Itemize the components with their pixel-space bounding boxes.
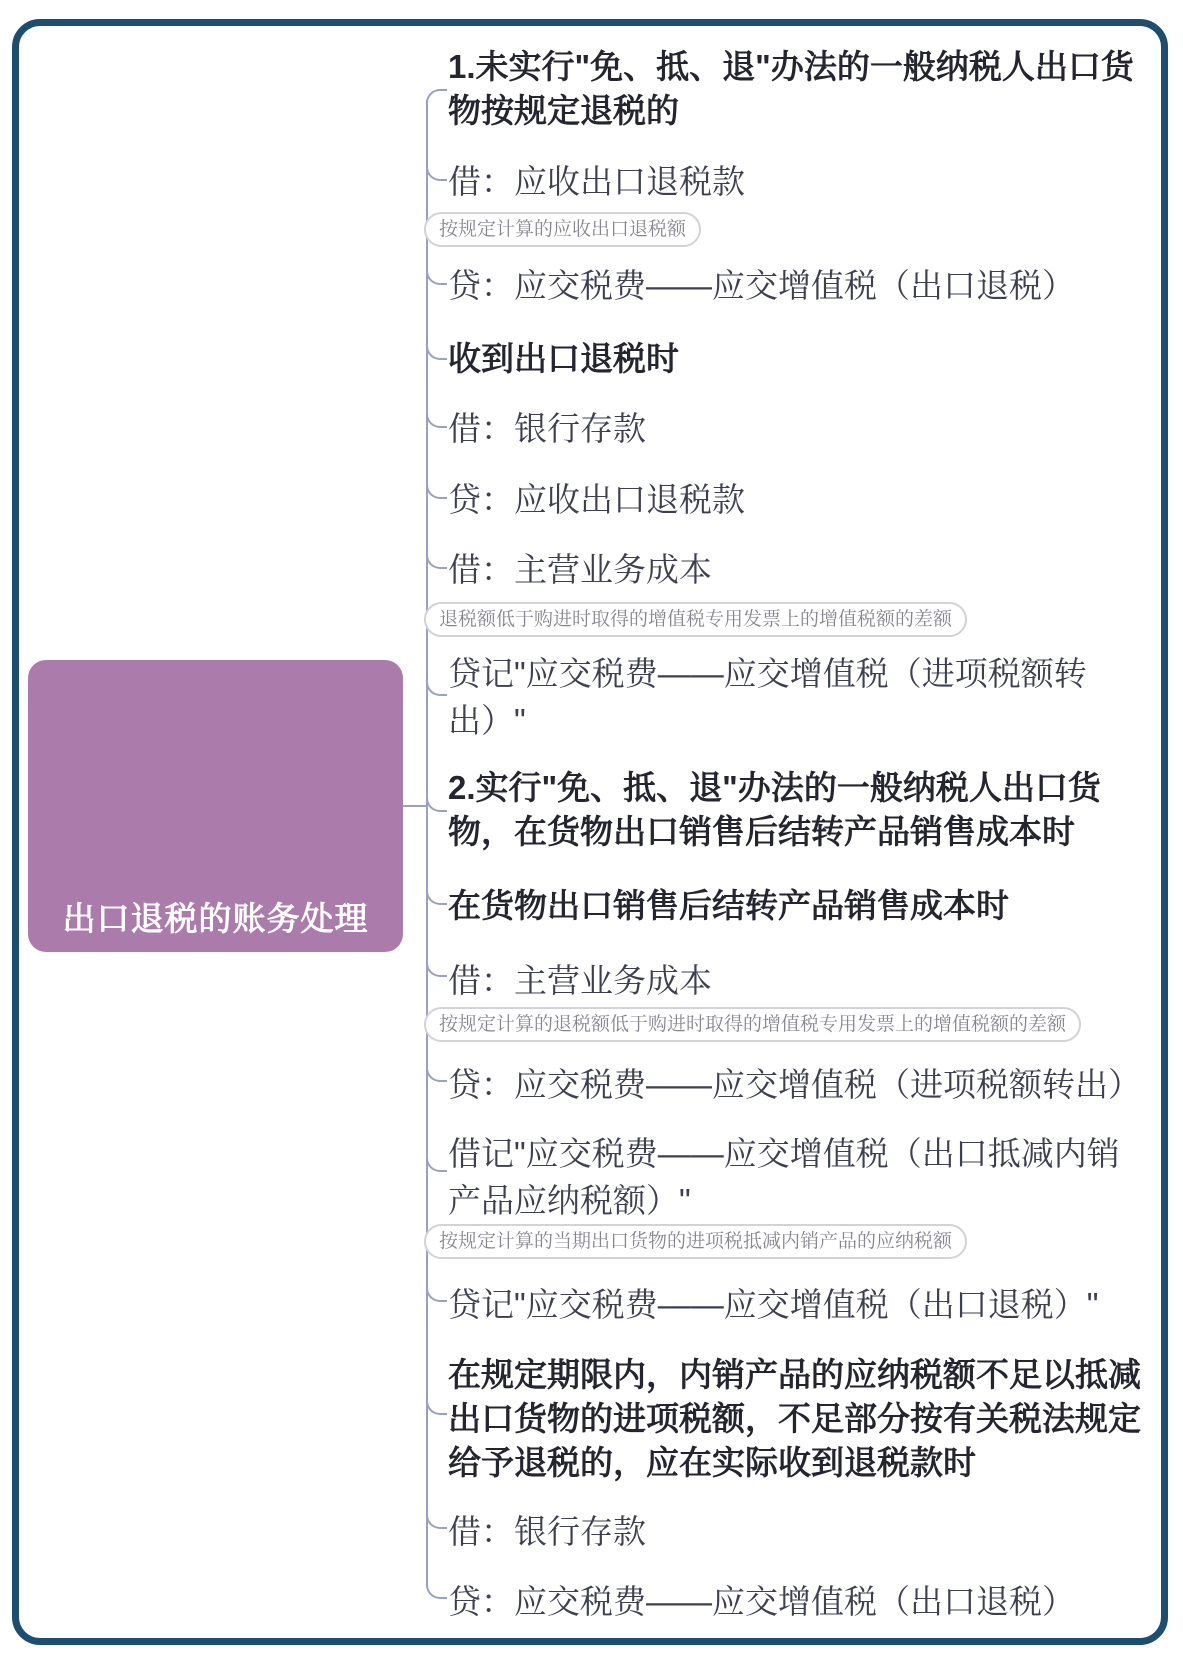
branch-curve bbox=[426, 1505, 447, 1529]
mindmap-node-title[interactable]: 1.未实行"免、抵、退"办法的一般纳税人出口货 物按规定退税的 bbox=[448, 48, 1134, 129]
mindmap-node-entry[interactable]: 借：主营业务成本 bbox=[448, 962, 712, 999]
branch-curve bbox=[426, 953, 447, 977]
mindmap-node-title[interactable]: 在规定期限内，内销产品的应纳税额不足以抵减 出口货物的进项税额，不足部分按有关税法规定 给予退税的，应在实际收到退税款时 bbox=[448, 1356, 1141, 1481]
mindmap-node-entry[interactable]: 贷：应交税费——应交增值税（进项税额转出） bbox=[448, 1066, 1141, 1103]
branch-curve bbox=[426, 545, 447, 569]
mindmap-node-title[interactable]: 2.实行"免、抵、退"办法的一般纳税人出口货 物，在货物出口销售后结转产品销售成本时 bbox=[448, 769, 1101, 850]
branch-curve bbox=[426, 1575, 447, 1599]
branch-spine-line bbox=[426, 100, 428, 1578]
note-pill[interactable]: 按规定计算的当期出口货物的进项税抵减内销产品的应纳税额 bbox=[424, 1224, 967, 1259]
mindmap-node-entry[interactable]: 借：银行存款 bbox=[448, 410, 646, 447]
branch-curve bbox=[426, 404, 447, 428]
mindmap-node-entry[interactable]: 借：主营业务成本 bbox=[448, 551, 712, 588]
mindmap-node-entry[interactable]: 贷记"应交税费——应交增值税（进项税额转 出）" bbox=[448, 655, 1087, 739]
note-pill[interactable]: 退税额低于购进时取得的增值税专用发票上的增值税额的差额 bbox=[424, 602, 967, 637]
note-pill[interactable]: 按规定计算的退税额低于购进时取得的增值税专用发票上的增值税额的差额 bbox=[424, 1007, 1081, 1042]
mindmap-node-entry[interactable]: 借：银行存款 bbox=[448, 1513, 646, 1550]
branch-curve bbox=[426, 336, 447, 360]
branch-curve bbox=[426, 788, 447, 812]
mindmap-node-entry[interactable]: 贷：应交税费——应交增值税（出口退税） bbox=[448, 267, 1075, 304]
branch-curve bbox=[426, 89, 447, 113]
note-pill[interactable]: 按规定计算的应收出口退税额 bbox=[424, 212, 701, 247]
branch-curve bbox=[426, 881, 447, 905]
root-connector-line bbox=[403, 805, 427, 807]
branch-curve bbox=[426, 261, 447, 285]
mindmap-node-entry[interactable]: 贷：应交税费——应交增值税（出口退税） bbox=[448, 1583, 1075, 1620]
mindmap-node-entry[interactable]: 贷：应收出口退税款 bbox=[448, 481, 745, 518]
mindmap-node-entry[interactable]: 借：应收出口退税款 bbox=[448, 163, 745, 200]
mindmap-node-title[interactable]: 在货物出口销售后结转产品销售成本时 bbox=[448, 887, 1009, 924]
branch-curve bbox=[426, 475, 447, 499]
yen-circle-check-icon bbox=[141, 1328, 353, 1540]
mindmap-node-title[interactable]: 收到出口退税时 bbox=[448, 340, 679, 377]
root-node-label: 出口退税的账务处理 bbox=[62, 900, 369, 937]
branch-curve bbox=[426, 157, 447, 181]
branch-curve bbox=[426, 1148, 447, 1172]
branch-curve bbox=[426, 672, 447, 696]
branch-curve bbox=[426, 1058, 447, 1082]
branch-curve bbox=[426, 1391, 447, 1415]
mindmap-node-entry[interactable]: 借记"应交税费——应交增值税（出口抵减内销 产品应纳税额）" bbox=[448, 1135, 1120, 1219]
mindmap-node-entry[interactable]: 贷记"应交税费——应交增值税（出口退税）" bbox=[448, 1286, 1099, 1323]
branch-curve bbox=[426, 1278, 447, 1302]
